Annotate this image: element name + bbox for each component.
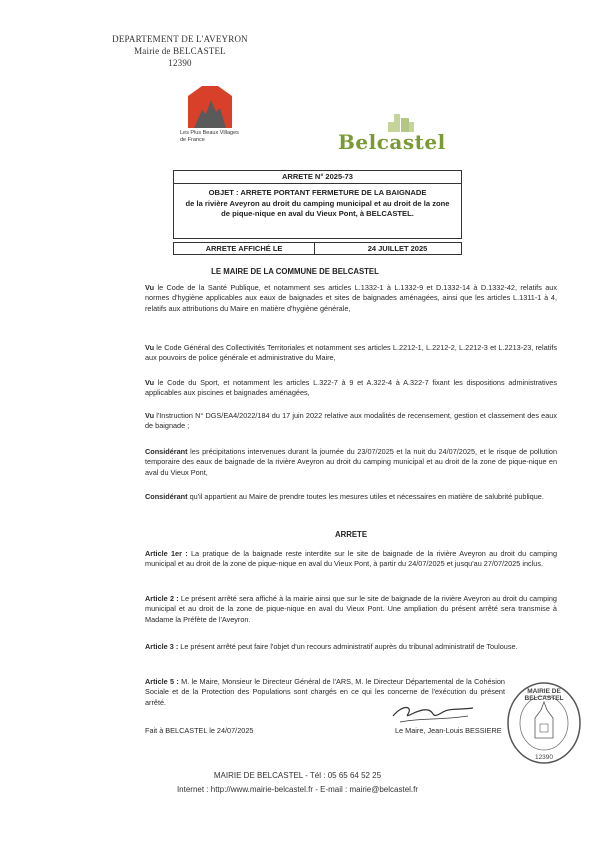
article-paragraph (145, 594, 557, 625)
considerant-paragraph (145, 283, 557, 314)
article-paragraph (145, 549, 557, 570)
arrete-header-box (173, 170, 462, 239)
considerant-lead: Vu (145, 283, 155, 292)
object-line-3: de pique-nique en aval du Vieux Pont, à BELCASTEL. (221, 209, 414, 218)
postcode-line: 12390 (168, 58, 192, 68)
considerant-text: les précipitations intervenues durant la journée du 23/07/2025 et la nuit du 24/07/2025, et le risque de pollution temporaire des eaux de baignade de la rivière Aveyron au droit du camping municipal et au droit de la zone de pique-nique en aval du Vieux Pont, (145, 447, 557, 477)
footer-contact-line: Internet : http://www.mairie-belcastel.fr - E-mail : mairie@belcastel.fr (176, 785, 419, 794)
plus-beaux-villages-text: Les Plus Beaux Villages de France (180, 130, 239, 143)
considerant-text: le Code de la Santé Publique, et notamment ses articles L.1332-1 à L.1332-9 et D.1332-14 à D.1332-42, relatifs aux normes d'hygiène applicables aux eaux de baignades et sites de baignades aménagées, ainsi que les articles L.1311-1 à 4, relatifs aux attributions du Maire en matière d'hygiène générale, (145, 283, 557, 313)
considerant-paragraph (145, 343, 557, 364)
arrete-object (174, 184, 461, 220)
considerant-text: le Code Général des Collectivités Territoriales et notamment ses articles L.2212-1, L.2212-2, L.2212-3 et L.2213-23, relatifs aux pouvoirs de police générale et administrative du Maire, (145, 343, 557, 363)
article-paragraph (145, 642, 557, 652)
article-lead: Article 3 : (145, 642, 179, 651)
article-text: Le présent arrêté sera affiché à la mairie ainsi que sur le site de baignade de la rivière Aveyron au droit du camping municipal et au droit de la zone de pique-nique en aval du Vieux Pont. Une ampliation du présent arrêté sera transmise à Madame la Préfète de l'Aveyron. (145, 594, 557, 624)
considerant-lead: Vu (145, 411, 155, 420)
considerant-paragraph (145, 447, 557, 478)
arrete-number: ARRETE N° 2025-73 (174, 171, 461, 184)
maire-heading: LE MAIRE DE LA COMMUNE DE BELCASTEL (211, 267, 379, 276)
affiche-row (173, 242, 462, 255)
seal-bottom-text: 12390 (534, 754, 554, 761)
belcastel-wordmark: Belcastel (338, 130, 446, 154)
considerant-lead: Considérant (145, 492, 188, 501)
footer-phone-line: MAIRIE DE BELCASTEL - Tél : 05 65 64 52 25 (213, 771, 382, 780)
article-lead: Article 2 : (145, 594, 179, 603)
arrete-heading: ARRETE (334, 530, 368, 539)
considerant-text: l'Instruction N° DGS/EA4/2022/184 du 17 juin 2022 relative aux modalités de recensement, gestion et classement des eaux de baignade ; (145, 411, 557, 431)
mairie-line: Mairie de BELCASTEL (134, 46, 226, 56)
considerant-text: le Code du Sport, et notamment les articles L.322-7 à 9 et A.322-4 à A.322-7 fixant les dispositions administratives applicables aux piscines et baignades aménagées, (145, 378, 557, 398)
object-line-2: de la rivière Aveyron au droit du camping municipal et au droit de la zone (185, 198, 450, 208)
article-text: La pratique de la baignade reste interdite sur le site de baignade de la rivière Aveyron au droit du camping municipal et au droit de la zone de pique-nique en aval du Vieux Pont, à partir du 24/07/2025 et jusqu'au 27/07/2025 inclus. (145, 549, 558, 569)
object-line-1: OBJET : ARRETE PORTANT FERMETURE DE LA BAIGNADE (208, 188, 427, 197)
mayor-signature (388, 698, 478, 728)
considerant-text: qu'il appartient au Maire de prendre toutes les mesures utiles et nécessaires en matière de salubrité publique. (187, 492, 544, 501)
considerant-lead: Considérant (145, 447, 188, 456)
article-text: M. le Maire, Monsieur le Directeur Général de l'ARS, M. le Directeur Départemental de la Cohésion Sociale et de la Protection des Populations sont chargés en ce qui les concerne de l'exécution du présent arrêté. (145, 677, 505, 707)
considerant-paragraph (145, 378, 557, 399)
article-text: Le présent arrêté peut faire l'objet d'un recours administratif auprès du tribunal administratif de Toulouse. (178, 642, 518, 651)
article-lead: Article 1er : (145, 549, 188, 558)
considerant-paragraph (145, 492, 557, 502)
affiche-label: ARRETE AFFICHÉ LE (174, 243, 315, 254)
considerant-lead: Vu (145, 378, 155, 387)
article-lead: Article 5 : (145, 677, 179, 686)
considerant-lead: Vu (145, 343, 155, 352)
seal-top-text: MAIRIE DE BELCASTEL (524, 688, 564, 702)
department-line: DEPARTEMENT DE L'AVEYRON (112, 34, 248, 44)
place-date: Fait à BELCASTEL le 24/07/2025 (145, 726, 254, 735)
considerant-paragraph (145, 411, 557, 432)
affiche-date: 24 JUILLET 2025 (367, 244, 428, 253)
signer-name: Le Maire, Jean-Louis BESSIERE (395, 726, 502, 735)
plus-beaux-villages-logo (180, 84, 240, 154)
